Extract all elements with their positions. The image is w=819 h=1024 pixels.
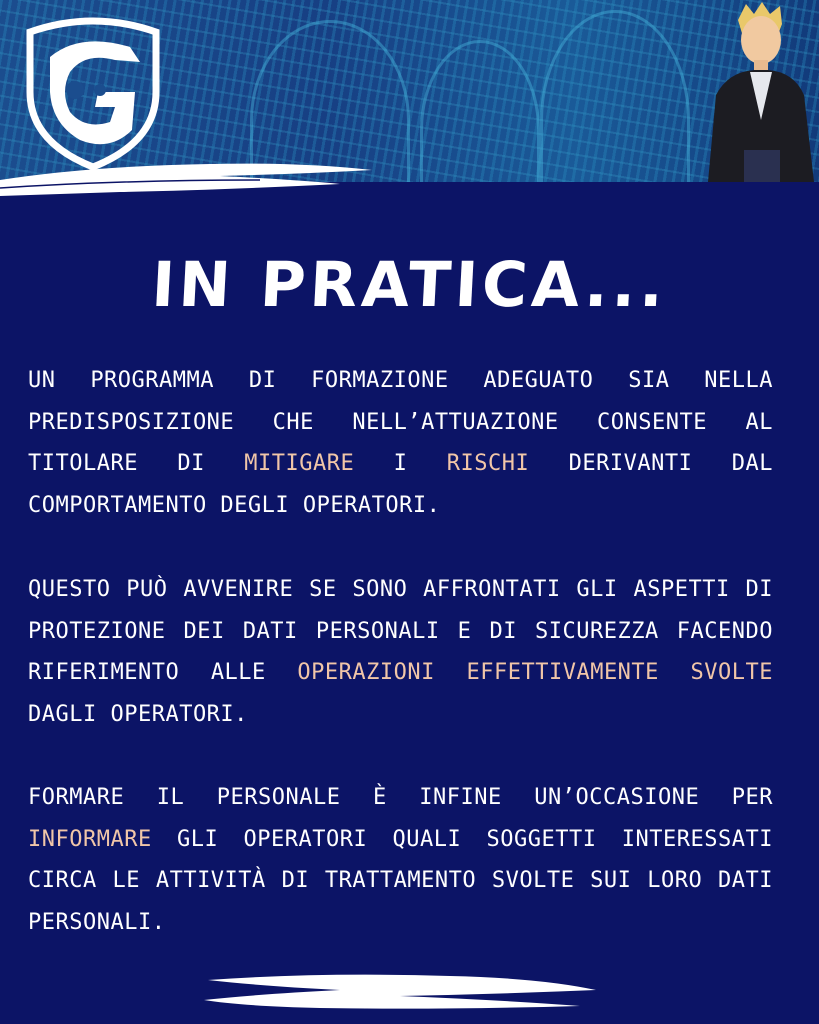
character-illustration <box>698 0 819 182</box>
brush-stroke-top <box>0 150 380 202</box>
paragraph-text: GLI OPERATORI QUALI SOGGETTI INTERESSATI CIRCA LE ATTIVITÀ DI TRATTAMENTO SVOLTE SUI LORO DATI PERSONALI. <box>28 826 773 935</box>
paragraph-text: DAGLI OPERATORI. <box>28 701 248 727</box>
paragraph-3 <box>28 777 773 943</box>
skull-g-shield-logo <box>20 12 166 170</box>
paragraph-text: QUESTO PUÒ AVVENIRE SE SONO AFFRONTATI GLI ASPETTI DI PROTEZIONE DEI DATI PERSONALI E DI SICUREZZA FACENDO RIFERIMENTO ALLE <box>28 577 773 685</box>
paragraph-1 <box>28 360 773 526</box>
brush-stroke-bottom <box>200 966 600 1016</box>
highlight-text: MITIGARE <box>244 451 355 476</box>
highlight-text: RISCHI <box>446 451 530 476</box>
paragraph-text: UN PROGRAMMA DI FORMAZIONE ADEGUATO SIA NELLA PREDISPOSIZIONE CHE NELL’ATTUAZIONE CONSENTE AL TITOLARE DI <box>28 368 773 476</box>
paragraph-text: FORMARE IL PERSONALE È INFINE UN’OCCASIONE PER <box>28 785 773 810</box>
highlight-text: OPERAZIONI EFFETTIVAMENTE SVOLTE <box>297 660 774 685</box>
page-title: IN PRATICA... <box>149 248 670 321</box>
paragraph-text: DERIVANTI DAL COMPORTAMENTO DEGLI OPERATORI. <box>28 451 773 518</box>
paragraph-2 <box>28 569 773 735</box>
paragraph-text: I <box>354 451 447 476</box>
highlight-text: INFORMARE <box>28 826 152 852</box>
